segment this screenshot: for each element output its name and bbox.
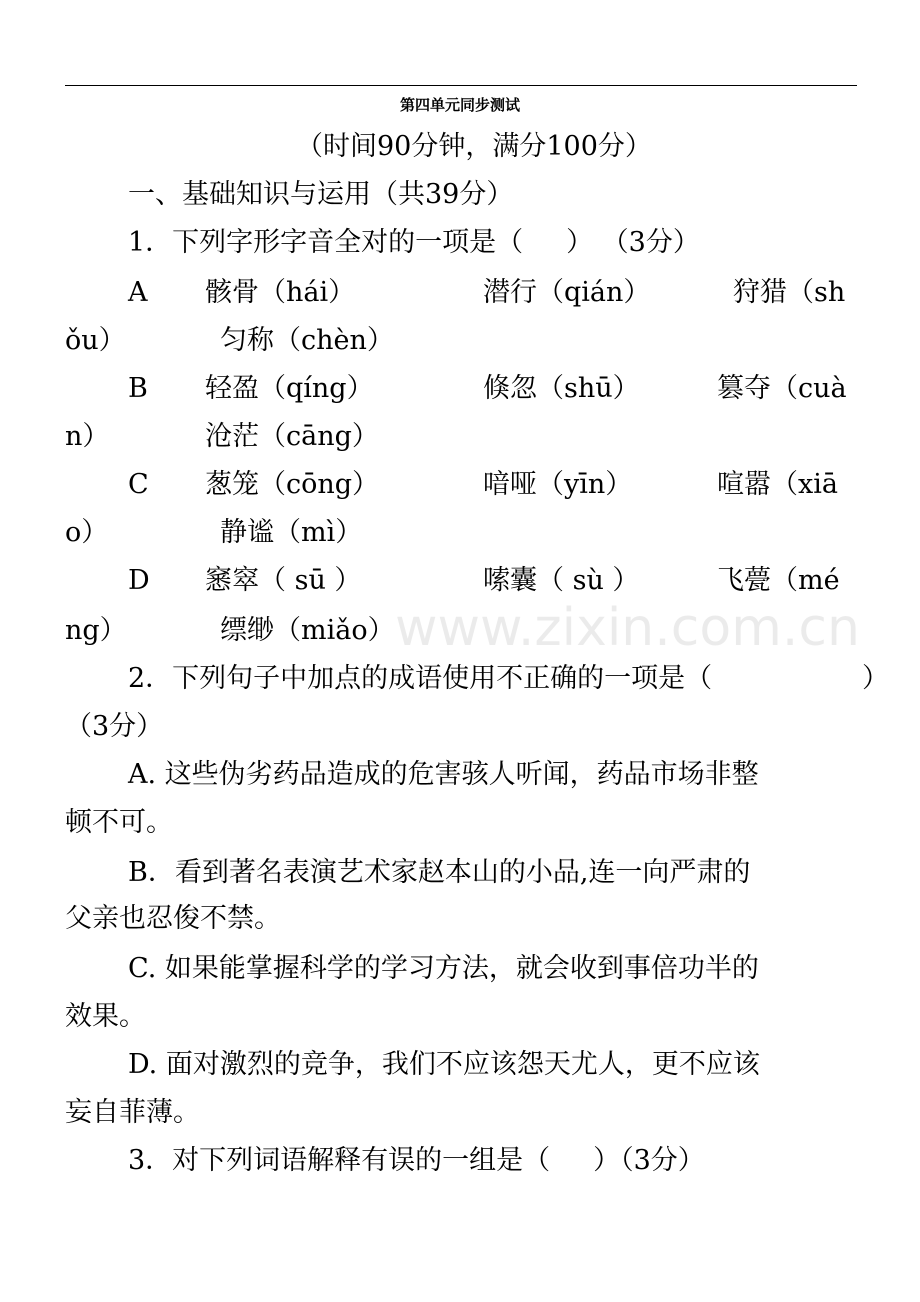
option-word: 缥缈（miǎo） bbox=[220, 615, 395, 646]
option-word-wrap: ǒu） bbox=[65, 325, 126, 356]
option-word: 静谧（mì） bbox=[220, 517, 363, 548]
question-2-bracket: ） bbox=[862, 663, 889, 694]
option-word: 葱笼（cōng） bbox=[205, 469, 380, 500]
option-word-wrap: ng） bbox=[65, 615, 127, 646]
exam-subtitle: （时间90分钟，满分100分） bbox=[296, 131, 652, 162]
question-1-stem: 1．下列字形字音全对的一项是（ ） （3分） bbox=[128, 227, 700, 258]
option-word: 匀称（chèn） bbox=[220, 325, 394, 356]
option-letter: B bbox=[128, 373, 148, 404]
section-heading: 一、基础知识与运用（共39分） bbox=[128, 179, 514, 210]
answer-option-cont: 效果。 bbox=[65, 1001, 146, 1032]
page-title: 第四单元同步测试 bbox=[399, 96, 520, 114]
option-word: 篡夺（cuà bbox=[717, 373, 847, 404]
option-letter: C bbox=[128, 469, 149, 500]
watermark: www.zixin.com.cn bbox=[395, 598, 860, 658]
option-letter: D bbox=[128, 565, 150, 596]
option-letter: A bbox=[128, 277, 148, 308]
option-word: 飞甍（mé bbox=[717, 565, 840, 596]
question-2-score: （3分） bbox=[65, 711, 164, 742]
option-word: 喧嚣（xiā bbox=[717, 469, 838, 500]
answer-option: C. 如果能掌握科学的学习方法，就会收到事倍功半的 bbox=[128, 953, 759, 984]
answer-option: B．看到著名表演艺术家赵本山的小品,连一向严肃的 bbox=[128, 857, 751, 888]
answer-option: A. 这些伪劣药品造成的危害骇人听闻，药品市场非整 bbox=[128, 759, 759, 790]
option-word: 倏忽（shū） bbox=[483, 373, 640, 404]
option-word-wrap: n） bbox=[65, 421, 110, 452]
option-word: 轻盈（qíng） bbox=[205, 373, 374, 404]
option-word: 潜行（qián） bbox=[483, 277, 651, 308]
answer-option: D. 面对激烈的竞争，我们不应该怨天尤人，更不应该 bbox=[128, 1049, 760, 1080]
option-word: 窸窣（ sū ） bbox=[205, 565, 362, 596]
question-2-stem: 2．下列句子中加点的成语使用不正确的一项是（ bbox=[128, 663, 713, 694]
option-word: 沧茫（cāng） bbox=[205, 421, 379, 452]
header-rule bbox=[65, 85, 857, 86]
option-word: 骸骨（hái） bbox=[205, 277, 356, 308]
answer-option-cont: 顿不可。 bbox=[65, 807, 173, 838]
answer-option-cont: 妄自菲薄。 bbox=[65, 1097, 200, 1128]
option-word: 嗦囊（ sù ） bbox=[483, 565, 640, 596]
option-word-wrap: o） bbox=[65, 517, 109, 548]
answer-option-cont: 父亲也忍俊不禁。 bbox=[65, 903, 281, 934]
option-word: 狩猎（sh bbox=[733, 277, 846, 308]
question-3-stem: 3．对下列词语解释有误的一组是（ ）（3分） bbox=[128, 1145, 705, 1176]
option-word: 喑哑（yīn） bbox=[483, 469, 633, 500]
